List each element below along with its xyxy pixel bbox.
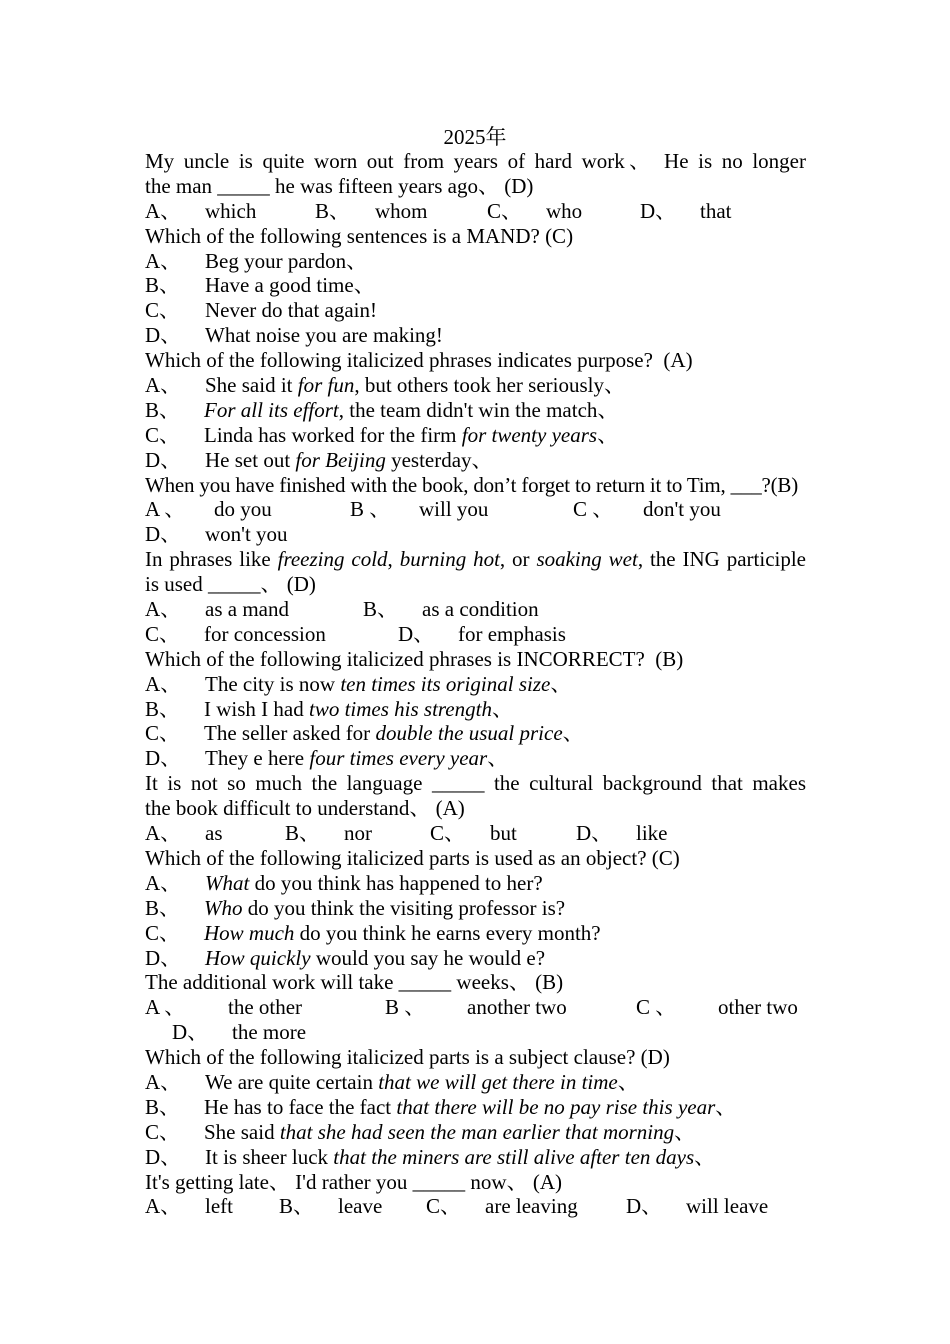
option-text-italic: How much <box>204 920 295 945</box>
option-text-plain: It is sheer luck <box>205 1144 334 1169</box>
option-text <box>205 946 545 971</box>
question-5-options-cd <box>145 622 806 647</box>
question-9-options-abc <box>145 995 806 1020</box>
option-a-letter: A、 <box>145 198 182 223</box>
option-text-plain: , but others took her seriously、 <box>354 373 625 398</box>
option-text <box>204 423 618 448</box>
question-1-options <box>145 199 806 224</box>
option-text-plain: 、 <box>674 1119 696 1144</box>
option-letter: B、 <box>145 696 181 721</box>
option-d-text: won't you <box>205 522 288 547</box>
option-letter: A、 <box>145 671 182 696</box>
option-text-italic: What <box>205 870 250 895</box>
question-1-stem-line-1: My uncle is quite worn out from years of hard work、 He is no longer <box>145 149 806 173</box>
option-b-text: will you <box>419 497 489 522</box>
option-a-text: left <box>205 1194 233 1219</box>
option-b-letter: B、 <box>315 198 351 223</box>
question-list <box>145 149 806 1219</box>
question-3-option-a <box>145 373 806 398</box>
question-6-option-b <box>145 697 806 722</box>
option-text-plain: Linda has worked for the firm <box>204 422 462 447</box>
option-text <box>205 448 493 473</box>
option-text-plain: She said <box>204 1119 280 1144</box>
option-d-letter: D、 <box>398 621 435 646</box>
question-11-stem: It's getting late、 I'd rather you _____ now、 (A) <box>145 1169 562 1194</box>
option-text-plain: 、 <box>487 746 509 771</box>
option-text-plain: yesterday、 <box>385 447 493 472</box>
option-c-text: for concession <box>204 621 326 646</box>
option-text-plain: , the team didn't win the match、 <box>338 397 619 422</box>
option-b-letter: B、 <box>363 597 399 622</box>
option-d-text: will leave <box>686 1194 769 1219</box>
option-b-letter: B 、 <box>350 497 391 522</box>
option-c-text: but <box>490 821 517 846</box>
option-text-italic: two times his strength <box>308 696 492 721</box>
option-letter: C、 <box>145 422 181 447</box>
option-d-text: the more <box>232 1020 307 1045</box>
question-10-option-b <box>145 1095 806 1120</box>
question-8-option-d <box>145 946 806 971</box>
option-c-letter: C、 <box>145 621 181 646</box>
option-b-letter: B、 <box>285 821 321 846</box>
option-text-plain: We are quite certain <box>205 1069 379 1094</box>
option-text-italic: ten times its original size <box>340 671 551 696</box>
option-b-letter: B、 <box>279 1194 315 1219</box>
option-text-italic: For all its effort <box>204 397 339 422</box>
question-6-option-d <box>145 746 806 771</box>
stem-text-italic: soaking wet <box>536 547 638 572</box>
question-5-stem-line-1 <box>145 547 806 572</box>
option-c-letter: C 、 <box>636 995 677 1020</box>
option-text-italic: that we will get there in time <box>378 1069 618 1094</box>
option-text <box>204 1120 695 1145</box>
option-a-text: as a mand <box>205 597 289 622</box>
option-c-letter: C、 <box>426 1194 462 1219</box>
option-a-letter: A、 <box>145 597 182 622</box>
option-text <box>205 1070 639 1095</box>
option-text-plain: 、 <box>694 1144 716 1169</box>
question-2-option-a <box>145 249 806 274</box>
option-a-letter: A 、 <box>145 995 186 1020</box>
question-7-options <box>145 821 806 846</box>
option-text-plain: would you say he would e? <box>310 945 546 970</box>
option-d-text: for emphasis <box>458 621 566 646</box>
option-c-letter: C 、 <box>573 497 614 522</box>
option-text-plain: do you think has happened to her? <box>249 870 543 895</box>
option-letter: A、 <box>145 870 182 895</box>
option-text-italic: How quickly <box>205 945 311 970</box>
question-5-stem-line-2: is used _____、 (D) <box>145 572 316 597</box>
question-2-stem: Which of the following sentences is a MAND? (C) <box>145 223 574 248</box>
question-8-option-b <box>145 896 806 921</box>
question-5-options-ab <box>145 597 806 622</box>
page-title: 2025年 <box>443 125 507 149</box>
option-text <box>205 672 571 697</box>
option-text-italic: that the miners are still alive after ten days <box>333 1144 695 1169</box>
option-text-plain: 、 <box>562 721 584 746</box>
option-a-letter: A、 <box>145 821 182 846</box>
question-2-option-c <box>145 298 806 323</box>
question-9-option-d <box>145 1020 806 1045</box>
option-a-letter: A、 <box>145 1194 182 1219</box>
option-letter: D、 <box>145 746 182 771</box>
option-letter: D、 <box>145 447 182 472</box>
question-4-option-d <box>145 522 806 547</box>
option-text <box>205 746 508 771</box>
question-3-option-b <box>145 398 806 423</box>
option-text-plain: 、 <box>715 1094 737 1119</box>
question-10-stem: Which of the following italicized parts is a subject clause? (D) <box>145 1045 670 1070</box>
option-text-plain: 、 <box>491 696 513 721</box>
option-text <box>204 896 565 921</box>
stem-text-plain: , <box>387 547 400 572</box>
option-b-text: whom <box>375 198 428 223</box>
option-text: Never do that again! <box>205 298 378 323</box>
option-d-text: that <box>700 198 732 223</box>
option-text: What noise you are making! <box>205 323 443 348</box>
question-2-option-b <box>145 273 806 298</box>
stem-text-plain: In phrases like <box>145 547 278 572</box>
option-text <box>204 721 584 746</box>
option-text <box>205 1145 715 1170</box>
question-1-stem-line-2: the man _____ he was fifteen years ago、 (D) <box>145 173 534 198</box>
option-text-plain: The city is now <box>205 671 341 696</box>
question-3-option-d <box>145 448 806 473</box>
question-3-stem-text: Which of the following italicized phrases indicates purpose? (A) <box>145 348 693 373</box>
option-text-italic: for fun <box>297 373 355 398</box>
option-b-text: nor <box>344 821 372 846</box>
stem-text-plain: , the ING participle <box>637 547 807 572</box>
option-text-italic: Who <box>204 895 243 920</box>
option-text-plain: They e here <box>205 746 310 771</box>
option-text-plain: She said it <box>205 373 298 398</box>
option-d-letter: D、 <box>640 198 677 223</box>
option-text-plain: The seller asked for <box>204 721 376 746</box>
question-3-stem <box>145 348 806 373</box>
question-10-option-c <box>145 1120 806 1145</box>
option-text: Beg your pardon、 <box>205 248 368 273</box>
option-d-letter: D、 <box>626 1194 663 1219</box>
option-c-text: are leaving <box>485 1194 578 1219</box>
option-text-italic: that she had seen the man earlier that morning <box>279 1119 675 1144</box>
option-text: Have a good time、 <box>205 273 375 298</box>
question-9-stem: The additional work will take _____ weeks、 (B) <box>145 970 564 995</box>
question-2-option-d <box>145 323 806 348</box>
question-7-stem-line-1: It is not so much the language _____ the cultural background that makes <box>145 771 806 796</box>
stem-text-plain: , or <box>499 547 537 572</box>
option-letter: B、 <box>145 895 181 920</box>
option-text <box>204 1095 736 1120</box>
stem-text-italic: freezing cold <box>277 547 388 572</box>
option-a-letter: A 、 <box>145 497 186 522</box>
option-b-text: another two <box>467 995 567 1020</box>
option-text <box>205 373 625 398</box>
question-8-stem: Which of the following italicized parts is used as an object? (C) <box>145 845 680 870</box>
question-3-option-c <box>145 423 806 448</box>
option-text <box>204 921 601 946</box>
option-letter: D、 <box>145 323 182 348</box>
option-d-letter: D、 <box>576 821 613 846</box>
option-a-text: do you <box>214 497 272 522</box>
option-c-letter: C、 <box>487 198 523 223</box>
question-10-option-a <box>145 1070 806 1095</box>
option-text-plain: He has to face the fact <box>204 1094 397 1119</box>
option-letter: A、 <box>145 1069 182 1094</box>
question-7-stem-line-2: the book difficult to understand、 (A) <box>145 796 465 821</box>
question-6-option-a <box>145 672 806 697</box>
option-text-italic: for Beijing <box>295 447 386 472</box>
option-letter: C、 <box>145 1119 181 1144</box>
option-letter: B、 <box>145 1094 181 1119</box>
question-8-option-c <box>145 921 806 946</box>
question-6-stem-text: Which of the following italicized phrases is INCORRECT? (B) <box>145 646 684 671</box>
question-10-option-d <box>145 1145 806 1170</box>
option-letter: B、 <box>145 397 181 422</box>
option-a-text: the other <box>228 995 303 1020</box>
option-c-text: other two <box>718 995 798 1020</box>
question-4-options-abc <box>145 497 806 522</box>
option-text-plain: I wish I had <box>204 696 309 721</box>
option-d-letter: D、 <box>145 522 182 547</box>
option-c-letter: C、 <box>430 821 466 846</box>
option-text <box>205 871 543 896</box>
option-text-italic: for twenty years <box>461 422 598 447</box>
option-c-text: don't you <box>643 497 721 522</box>
option-text-italic: four times every year <box>309 746 488 771</box>
option-letter: C、 <box>145 721 181 746</box>
question-4-stem: When you have finished with the book, don’t forget to return it to Tim, ___?(B) <box>145 472 799 497</box>
option-b-text: as a condition <box>422 597 539 622</box>
option-a-text: which <box>205 198 257 223</box>
option-letter: C、 <box>145 298 181 323</box>
option-letter: B、 <box>145 273 181 298</box>
option-text-plain: 、 <box>550 671 572 696</box>
option-letter: A、 <box>145 373 182 398</box>
option-d-text: like <box>636 821 668 846</box>
option-text <box>204 697 513 722</box>
question-11-options <box>145 1194 806 1219</box>
question-6-stem <box>145 647 806 672</box>
option-text-plain: do you think the visiting professor is? <box>242 895 566 920</box>
option-letter: D、 <box>145 1144 182 1169</box>
option-text-plain: He set out <box>205 447 296 472</box>
option-text-italic: double the usual price <box>375 721 563 746</box>
option-letter: A、 <box>145 248 182 273</box>
question-8-option-a <box>145 871 806 896</box>
question-6-option-c <box>145 721 806 746</box>
option-letter: C、 <box>145 920 181 945</box>
stem-text-italic: burning hot <box>399 547 500 572</box>
option-b-letter: B 、 <box>385 995 426 1020</box>
option-text-plain: do you think he earns every month? <box>294 920 601 945</box>
option-b-text: leave <box>338 1194 383 1219</box>
option-c-text: who <box>546 198 583 223</box>
option-d-letter: D、 <box>172 1020 209 1045</box>
option-text-italic: that there will be no pay rise this year <box>396 1094 716 1119</box>
option-a-text: as <box>205 821 223 846</box>
option-text <box>204 398 618 423</box>
option-text-plain: 、 <box>597 422 619 447</box>
option-letter: D、 <box>145 945 182 970</box>
option-text-plain: 、 <box>617 1069 639 1094</box>
